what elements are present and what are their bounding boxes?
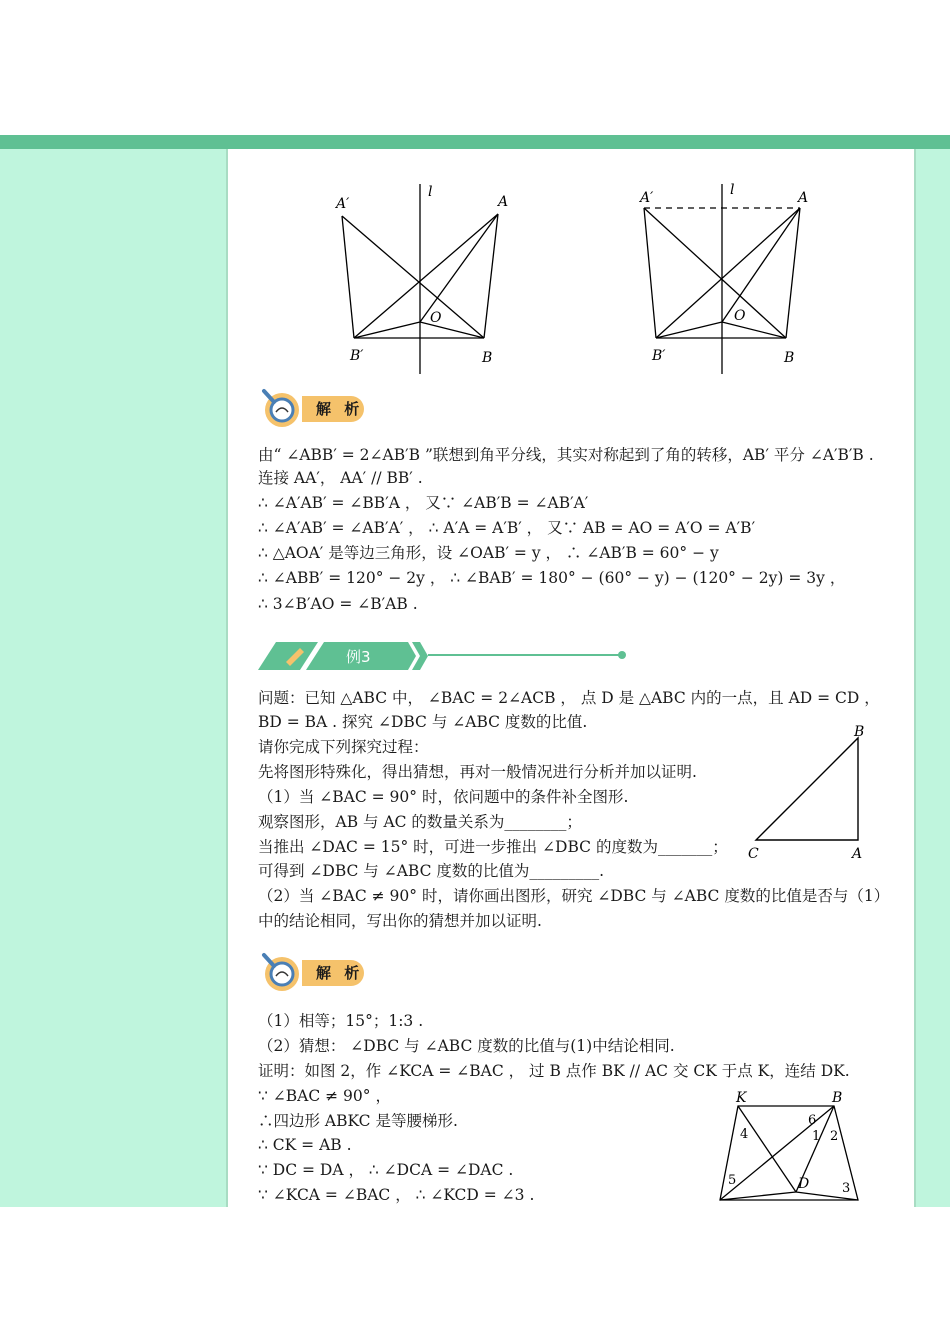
analysis2-line-4: ∵ ∠BAC ≠ 90° ， [258,1087,391,1105]
problem-line-6: 观察图形，AB 与 AC 的数量关系为________； [258,813,582,831]
label-A-2: A [798,190,809,206]
example-ribbon [258,640,630,672]
label-A-prime-2: A′ [640,190,654,206]
example-label: 例3 [346,648,371,666]
problem-line-7: 当推出 ∠DAC = 15° 时，可进一步推出 ∠DBC 的度数为_______； [258,838,728,856]
triangle-label-A: A [852,846,863,862]
analysis-label: 解 析 [302,396,364,422]
magnifier-icon-2 [258,952,306,994]
triangle-label-C: C [748,846,759,862]
right-margin-panel [914,149,950,1207]
example-header [258,640,630,672]
problem-line-4: 先将图形特殊化，得出猜想，再对一般情况进行分析并加以证明. [258,763,697,781]
problem-line-10: 中的结论相同，写出你的猜想并加以证明. [258,912,542,930]
header-band [0,135,950,149]
problem-line-1: 问题：已知 △ABC 中， ∠BAC = 2∠ACB ， 点 D 是 △ABC 内的一点，且 AD = CD ， [258,689,880,707]
analysis1-line-2: 连接 AA′， AA′ // BB′ . [258,469,423,487]
analysis2-line-8: ∵ ∠KCA = ∠BAC ， ∴ ∠KCD = ∠3 . [258,1186,535,1204]
left-margin-panel [0,149,228,1207]
figure-symmetry-left [320,176,530,376]
label-A: A [498,194,509,210]
analysis2-line-1: （1）相等；15°；1:3 . [258,1012,424,1030]
figure-right-triangle [742,722,872,862]
magnifier-icon [258,388,306,430]
analysis1-line-7: ∴ 3∠B′AO = ∠B′AB . [258,595,418,613]
trap-angle-6: 6 [808,1113,817,1128]
analysis2-line-7: ∵ DC = DA ， ∴ ∠DCA = ∠DAC . [258,1161,514,1179]
trap-angle-5: 5 [728,1173,737,1188]
figure-trapezoid [712,1088,872,1206]
problem-line-8: 可得到 ∠DBC 与 ∠ABC 度数的比值为_________. [258,862,605,880]
analysis1-line-5: ∴ △AOA′ 是等边三角形，设 ∠OAB′ = y ， ∴ ∠AB′B = 60° − y [258,544,719,562]
trap-angle-3: 3 [842,1181,851,1196]
analysis1-line-4: ∴ ∠A′AB′ = ∠AB′A′ ， ∴ A′A = A′B′ ， 又∵ AB = AO = A′O = A′B′ [258,519,756,537]
analysis-label-2: 解 析 [302,960,364,986]
label-O: O [430,310,442,326]
analysis-badge-2 [258,952,368,994]
trap-label-D: D [798,1176,810,1192]
trap-angle-2: 2 [830,1129,839,1144]
analysis2-line-5: ∴四边形 ABKC 是等腰梯形. [258,1112,458,1130]
figure-symmetry-right [630,176,840,376]
analysis-badge-1 [258,388,368,430]
problem-line-9: （2）当 ∠BAC ≠ 90° 时，请你画出图形，研究 ∠DBC 与 ∠ABC 度数的比值是否与（1） [258,887,890,905]
trap-label-B: B [832,1090,843,1106]
analysis2-line-3: 证明：如图 2，作 ∠KCA = ∠BAC ， 过 B 点作 BK // AC 交 CK 于点 K，连结 DK. [258,1062,850,1080]
label-axis-l: l [428,184,433,200]
problem-line-3: 请你完成下列探究过程： [258,738,429,756]
problem-line-2: BD = BA . 探究 ∠DBC 与 ∠ABC 度数的比值. [258,713,588,731]
analysis1-line-1: 由“ ∠ABB′ = 2∠AB′B ”联想到角平分线，其实对称起到了角的转移，AB′ 平分 ∠A′B′B . [258,446,874,464]
triangle-label-B: B [854,724,865,740]
problem-line-5: （1）当 ∠BAC = 90° 时，依问题中的条件补全图形. [258,788,629,806]
trap-angle-1: 1 [812,1129,821,1144]
label-B-prime-2: B′ [652,348,666,364]
label-axis-l-2: l [730,182,735,198]
trap-angle-4: 4 [740,1127,749,1142]
label-B: B [482,350,493,366]
analysis2-line-2: （2）猜想： ∠DBC 与 ∠ABC 度数的比值与(1)中结论相同. [258,1037,675,1055]
trap-label-K: K [736,1090,747,1106]
label-O-2: O [734,308,746,324]
label-A-prime: A′ [336,196,350,212]
label-B-prime: B′ [350,348,364,364]
analysis2-line-6: ∴ CK = AB . [258,1136,352,1154]
analysis1-line-3: ∴ ∠A′AB′ = ∠BB′A ， 又∵ ∠AB′B = ∠AB′A′ [258,494,589,512]
analysis1-line-6: ∴ ∠ABB′ = 120° − 2y ， ∴ ∠BAB′ = 180° − (60° − y) − (120° − 2y) = 3y ， [258,569,846,587]
label-B-2: B [784,350,795,366]
